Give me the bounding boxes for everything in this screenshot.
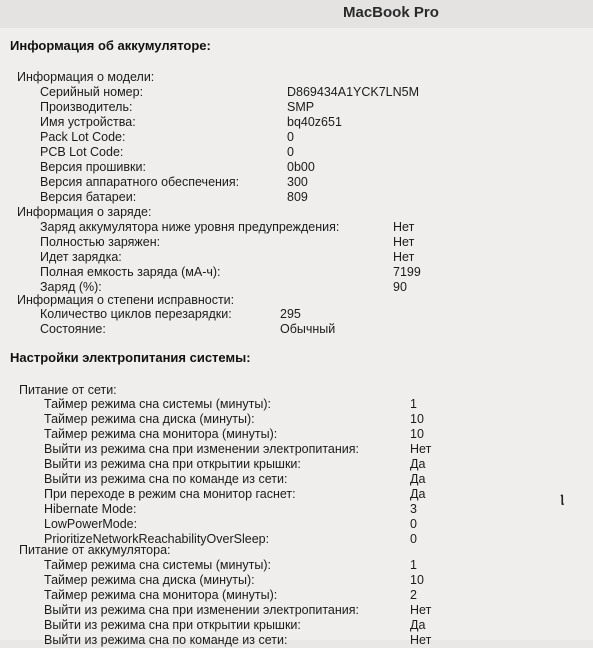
row-value: 90 [393, 280, 407, 294]
row-label: Выйти из режима сна при открытии крышки: [44, 457, 301, 471]
row-value: 1 [410, 397, 417, 411]
info-row [0, 235, 593, 250]
info-row [0, 588, 593, 603]
text-cursor-icon: Ⲓ [560, 490, 565, 509]
row-value: 10 [410, 427, 424, 441]
info-row [0, 397, 593, 412]
row-label: Версия батареи: [40, 190, 137, 204]
row-value: D869434A1YCK7LN5M [287, 85, 420, 99]
group-heading: Питание от аккумулятора: [19, 543, 171, 557]
row-label: При переходе в режим сна монитор гаснет: [44, 487, 296, 501]
row-label: Выйти из режима сна при изменении электропитания: [44, 603, 360, 617]
info-row [0, 100, 593, 115]
row-value: 0b00 [287, 160, 315, 174]
power-section-title: Настройки электропитания системы: [10, 350, 251, 365]
row-value: Нет [393, 220, 415, 234]
row-value: 809 [287, 190, 308, 204]
info-row [0, 145, 593, 160]
row-value: Нет [410, 603, 432, 617]
row-label: Таймер режима сна монитора (минуты): [44, 427, 278, 441]
row-value: Нет [410, 442, 432, 456]
row-value: 0 [410, 532, 417, 546]
row-value: Да [410, 472, 426, 486]
row-value: Нет [410, 633, 432, 647]
row-value: 300 [287, 175, 308, 189]
system-report-content[interactable] [0, 28, 593, 647]
row-label: Pack Lot Code: [40, 130, 126, 144]
battery-power-heading [0, 543, 593, 558]
row-value: Да [410, 487, 426, 501]
row-label: Таймер режима сна диска (минуты): [44, 573, 255, 587]
info-row [0, 472, 593, 487]
title-bar [0, 0, 593, 28]
row-label: Производитель: [40, 100, 133, 114]
info-row [0, 517, 593, 532]
info-row [0, 220, 593, 235]
row-label: PCB Lot Code: [40, 145, 124, 159]
row-label: Hibernate Mode: [44, 502, 137, 516]
row-label: Выйти из режима сна по команде из сети: [44, 472, 288, 486]
info-row [0, 160, 593, 175]
info-row [0, 85, 593, 100]
row-value: 0 [410, 517, 417, 531]
row-value: 10 [410, 573, 424, 587]
info-row [0, 130, 593, 145]
row-label: Имя устройства: [40, 115, 136, 129]
row-value: 0 [287, 145, 294, 159]
row-label: Выйти из режима сна при открытии крышки: [44, 618, 301, 632]
row-value: SMP [287, 100, 315, 114]
row-label: Полностью заряжен: [40, 235, 161, 249]
info-row [0, 502, 593, 517]
info-row [0, 175, 593, 190]
window-title: MacBook Pro [343, 4, 439, 21]
row-value: Обычный [280, 322, 336, 336]
info-row [0, 250, 593, 265]
group-heading: Информация о модели: [17, 70, 155, 84]
row-label: Идет зарядка: [40, 250, 122, 264]
row-label: Заряд (%): [40, 280, 102, 294]
group-heading: Информация о степени исправности: [17, 293, 235, 307]
row-label: Состояние: [40, 322, 106, 336]
group-heading: Информация о заряде: [17, 205, 152, 219]
row-label: Таймер режима сна монитора (минуты): [44, 588, 278, 602]
row-label: Заряд аккумулятора ниже уровня предупреждения: [40, 220, 340, 234]
health-heading [0, 293, 593, 308]
ac-heading [0, 383, 593, 398]
info-row [0, 307, 593, 322]
info-row [0, 487, 593, 502]
info-row [0, 618, 593, 633]
row-value: 295 [280, 307, 301, 321]
battery-section-title: Информация об аккумуляторе: [10, 38, 211, 53]
row-label: Таймер режима сна системы (минуты): [44, 397, 271, 411]
group-heading: Питание от сети: [19, 383, 117, 397]
info-row [0, 412, 593, 427]
info-row [0, 427, 593, 442]
row-label: Версия прошивки: [40, 160, 146, 174]
row-value: Да [410, 618, 426, 632]
row-label: Серийный номер: [40, 85, 144, 99]
info-row [0, 265, 593, 280]
info-row [0, 322, 593, 337]
info-row [0, 603, 593, 618]
row-value: 10 [410, 412, 424, 426]
info-row [0, 457, 593, 472]
row-value: bq40z651 [287, 115, 342, 129]
row-label: Таймер режима сна системы (минуты): [44, 558, 271, 572]
row-value: 3 [410, 502, 417, 516]
row-label: PrioritizeNetworkReachabilityOverSleep: [44, 532, 270, 546]
info-row [0, 558, 593, 573]
info-row [0, 190, 593, 205]
row-value: 0 [287, 130, 294, 144]
row-label: Количество циклов перезарядки: [40, 307, 232, 321]
row-value: Нет [393, 235, 415, 249]
info-row [0, 633, 593, 648]
row-value: 7199 [393, 265, 421, 279]
row-value: Нет [393, 250, 415, 264]
row-label: Выйти из режима сна по команде из сети: [44, 633, 288, 647]
row-label: Полная емкость заряда (мА-ч): [40, 265, 221, 279]
info-row [0, 442, 593, 457]
row-label: LowPowerMode: [44, 517, 138, 531]
model-heading [0, 70, 593, 85]
row-label: Выйти из режима сна при изменении электропитания: [44, 442, 360, 456]
row-value: 2 [410, 588, 417, 602]
row-value: 1 [410, 558, 417, 572]
row-label: Версия аппаратного обеспечения: [40, 175, 240, 189]
row-label: Таймер режима сна диска (минуты): [44, 412, 255, 426]
info-row [0, 573, 593, 588]
info-row [0, 115, 593, 130]
charge-heading [0, 205, 593, 220]
row-value: Да [410, 457, 426, 471]
